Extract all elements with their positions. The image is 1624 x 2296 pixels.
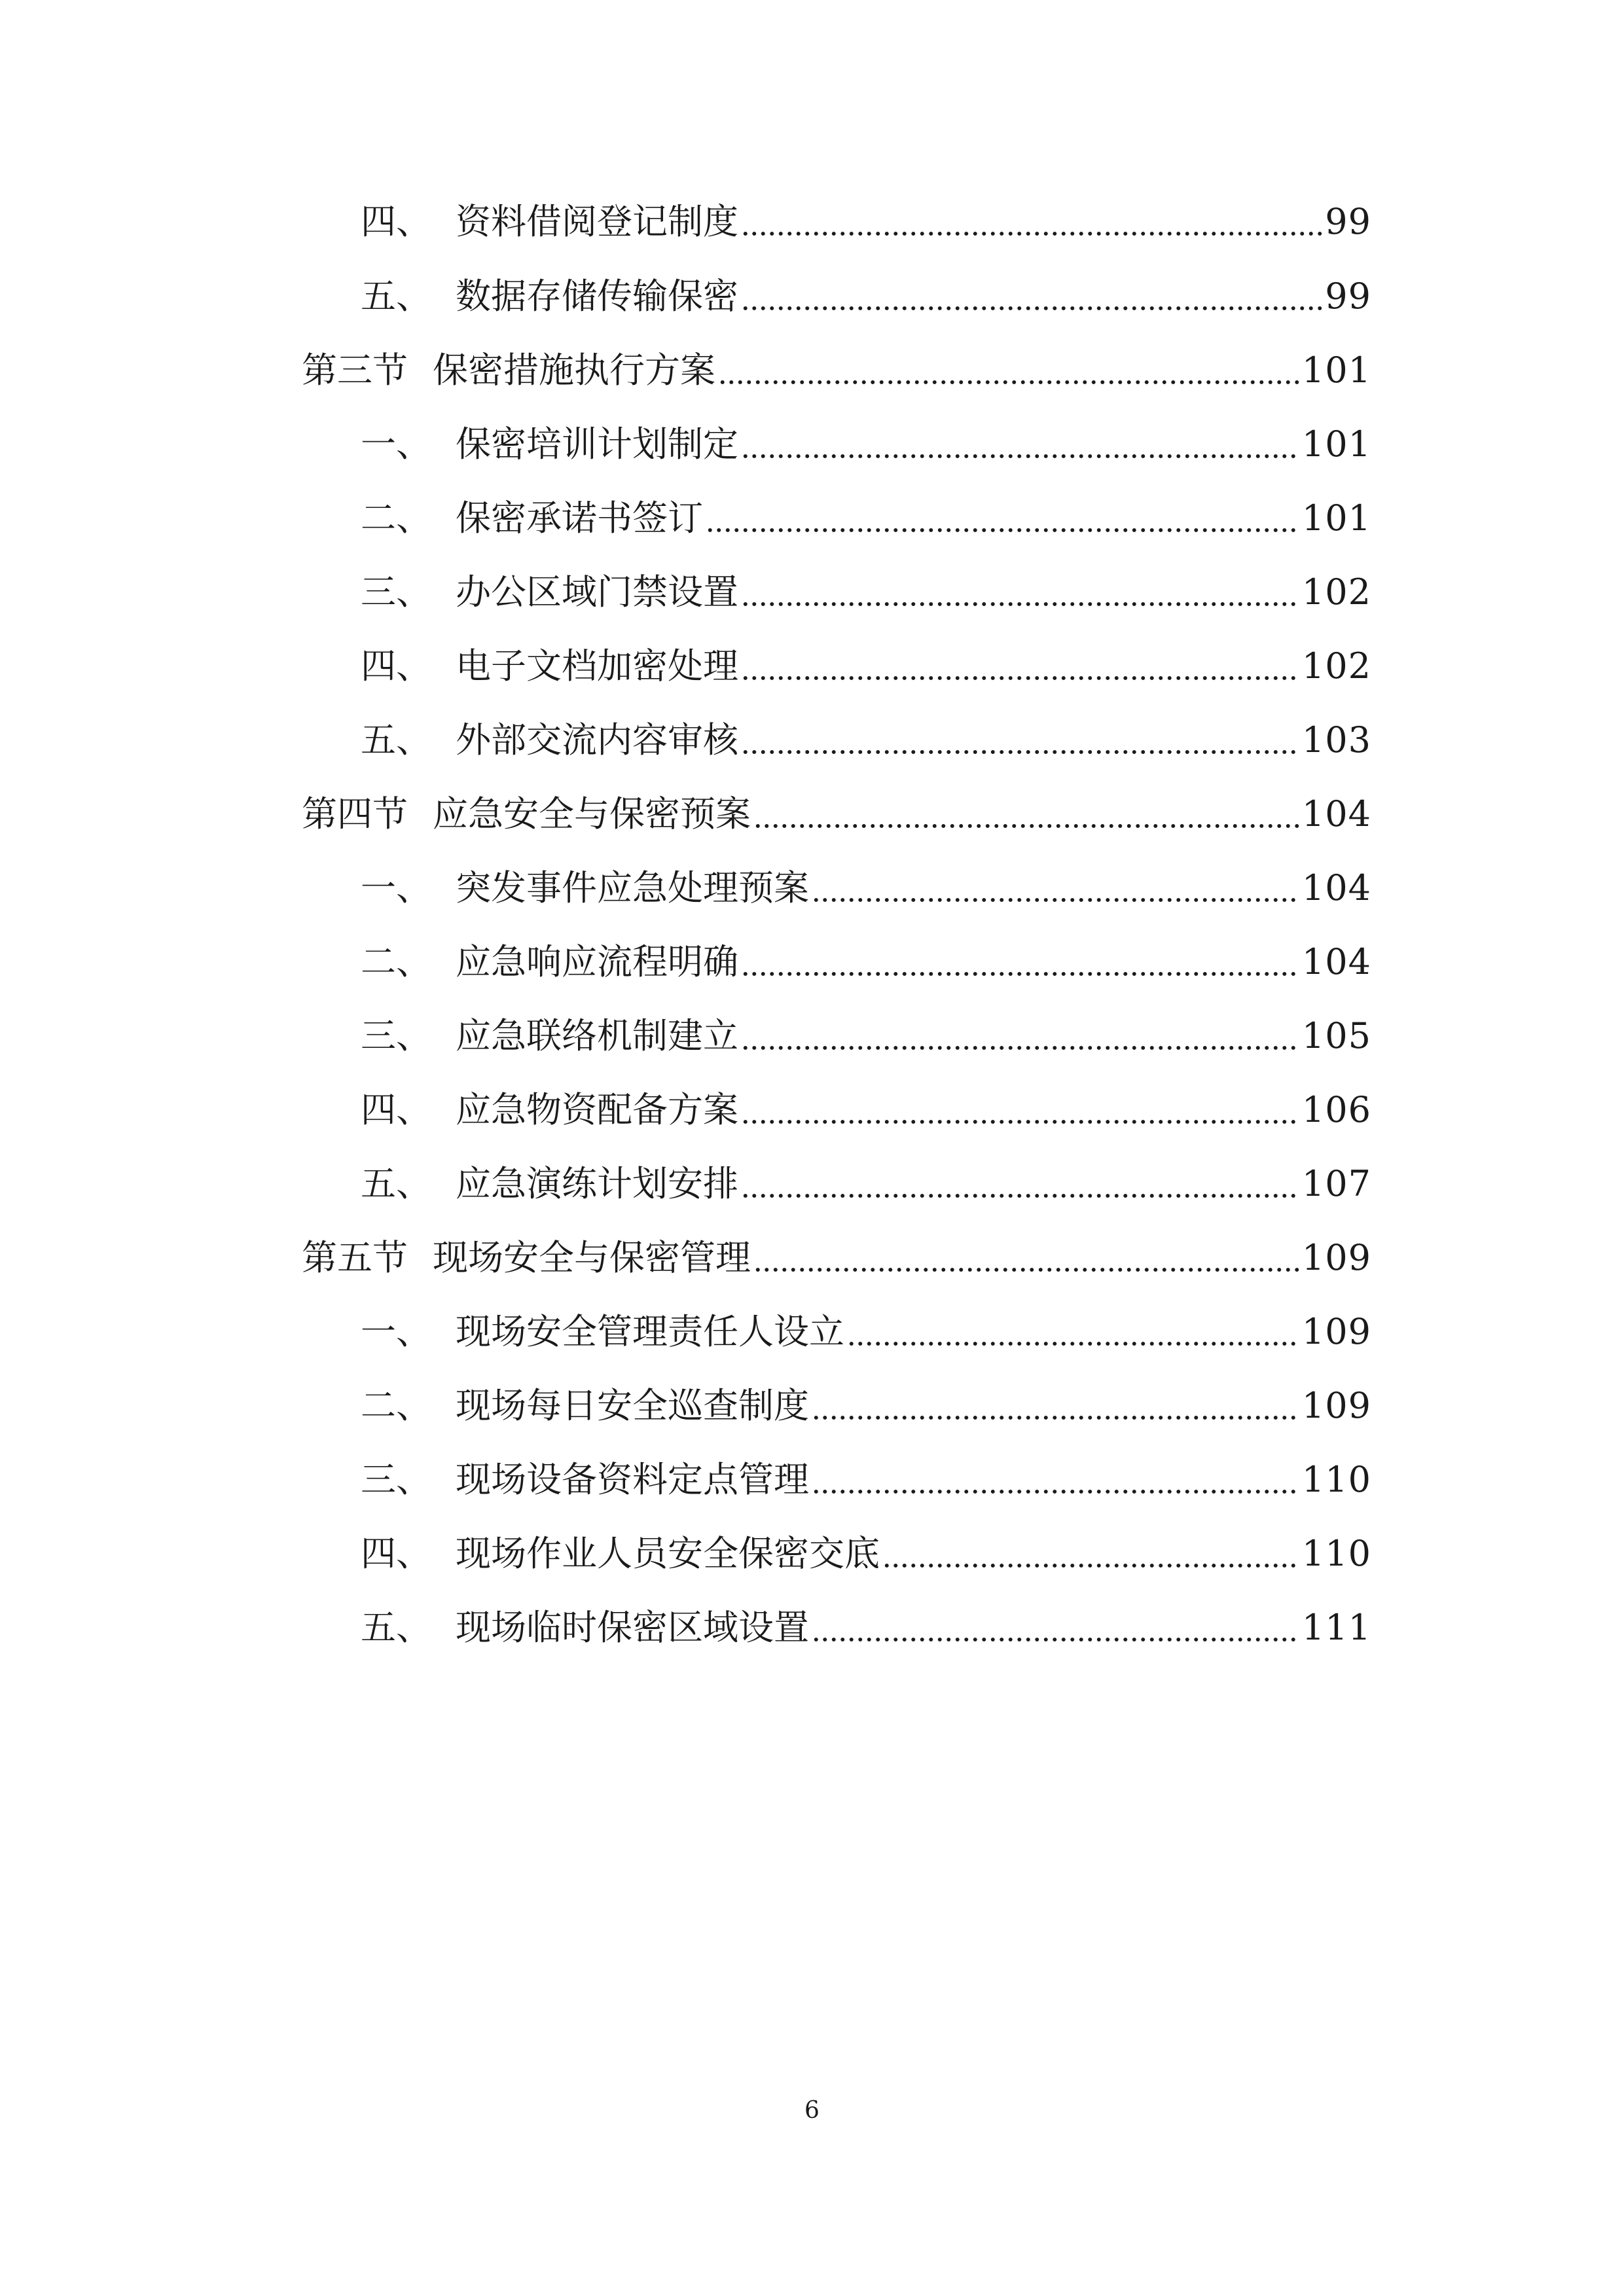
toc-entry-title: 电子文档加密处理 <box>456 645 738 687</box>
toc-entry-title: 保密承诺书签订 <box>456 497 703 539</box>
toc-entry-number: 五、 <box>361 1607 431 1648</box>
toc-entry-page: 104 <box>1301 941 1371 982</box>
toc-section-entry[interactable] <box>302 1225 1371 1291</box>
dot-leader <box>741 1018 1299 1054</box>
toc-entry[interactable] <box>361 708 1371 773</box>
page-number: 6 <box>804 2097 820 2124</box>
toc-entry-number: 五、 <box>361 276 431 317</box>
toc-entry-page: 104 <box>1301 867 1371 908</box>
toc-entry-title: 现场设备资料定点管理 <box>456 1459 809 1500</box>
toc-entry-title: 突发事件应急处理预案 <box>456 867 809 908</box>
toc-entry-page: 101 <box>1301 350 1371 391</box>
dot-leader <box>847 1314 1299 1350</box>
toc-entry-number: 三、 <box>361 571 431 613</box>
toc-entry-title: 保密培训计划制定 <box>456 423 738 465</box>
dot-leader <box>812 1388 1299 1424</box>
dot-leader <box>812 1610 1299 1645</box>
toc-entry-number: 五、 <box>361 719 431 761</box>
toc-entry-page: 101 <box>1301 497 1371 539</box>
toc-entry-title: 数据存储传输保密 <box>456 276 738 317</box>
toc-entry[interactable] <box>361 1373 1371 1439</box>
toc-entry-number: 四、 <box>361 1533 431 1574</box>
toc-section-entry[interactable] <box>302 338 1371 403</box>
toc-entry-number: 一、 <box>361 867 431 908</box>
toc-entry-title: 现场安全管理责任人设立 <box>456 1311 844 1352</box>
toc-entry-title: 现场临时保密区域设置 <box>456 1607 809 1648</box>
toc-entry[interactable] <box>361 1595 1371 1660</box>
dot-leader <box>741 944 1299 980</box>
toc-entry[interactable] <box>361 929 1371 995</box>
toc-entry-page: 110 <box>1301 1459 1371 1500</box>
toc-entry[interactable] <box>361 264 1371 329</box>
toc-entry-number: 四、 <box>361 1089 431 1130</box>
toc-section-number: 第三节 <box>302 350 408 391</box>
toc-entry-number: 四、 <box>361 645 431 687</box>
toc-section-entry[interactable] <box>302 781 1371 847</box>
toc-entry-title: 办公区域门禁设置 <box>456 571 738 613</box>
toc-entry[interactable] <box>361 1077 1371 1143</box>
toc-entry-number: 二、 <box>361 1385 431 1426</box>
toc-entry-page: 102 <box>1301 571 1371 613</box>
toc-entry-page: 102 <box>1301 645 1371 687</box>
toc-section-title: 应急安全与保密预案 <box>433 793 751 834</box>
toc-entry-page: 101 <box>1301 423 1371 465</box>
toc-entry-page: 110 <box>1301 1533 1371 1574</box>
toc-entry-number: 三、 <box>361 1015 431 1056</box>
dot-leader <box>741 1166 1299 1202</box>
toc-entry-title: 资料借阅登记制度 <box>456 201 738 242</box>
toc-entry[interactable] <box>361 855 1371 921</box>
toc-entry-page: 109 <box>1301 1385 1371 1426</box>
toc-entry-title: 应急联络机制建立 <box>456 1015 738 1056</box>
dot-leader <box>718 353 1299 388</box>
toc-entry-title: 现场作业人员安全保密交底 <box>456 1533 880 1574</box>
toc-section-number: 第四节 <box>302 793 408 834</box>
dot-leader <box>882 1536 1299 1571</box>
dot-leader <box>741 649 1299 684</box>
dot-leader <box>741 279 1322 314</box>
toc-entry-title: 应急响应流程明确 <box>456 941 738 982</box>
toc-entry-page: 109 <box>1301 1311 1371 1352</box>
toc-entry[interactable] <box>361 189 1371 255</box>
toc-entry[interactable] <box>361 1447 1371 1513</box>
toc-entry-number: 二、 <box>361 497 431 539</box>
toc-entry-number: 三、 <box>361 1459 431 1500</box>
toc-entry-page: 107 <box>1301 1163 1371 1204</box>
dot-leader <box>753 797 1299 832</box>
toc-entry-page: 99 <box>1325 201 1371 242</box>
toc-entry-title: 应急演练计划安排 <box>456 1163 738 1204</box>
toc-entry-page: 109 <box>1301 1237 1371 1278</box>
dot-leader <box>812 870 1299 906</box>
toc-entry-page: 111 <box>1301 1607 1371 1648</box>
toc-entry-page: 106 <box>1301 1089 1371 1130</box>
toc-entry-page: 104 <box>1301 793 1371 834</box>
toc-entry-page: 103 <box>1301 719 1371 761</box>
dot-leader <box>706 501 1299 536</box>
toc-entry-title: 应急物资配备方案 <box>456 1089 738 1130</box>
toc-section-number: 第五节 <box>302 1237 408 1278</box>
toc-section-title: 保密措施执行方案 <box>433 350 715 391</box>
toc-entry[interactable] <box>361 1521 1371 1587</box>
dot-leader <box>812 1462 1299 1498</box>
toc-entry-number: 四、 <box>361 201 431 242</box>
toc-entry-page: 99 <box>1325 276 1371 317</box>
toc-entry-number: 一、 <box>361 1311 431 1352</box>
toc-entry-number: 五、 <box>361 1163 431 1204</box>
toc-section-title: 现场安全与保密管理 <box>433 1237 751 1278</box>
toc-entry-title: 外部交流内容审核 <box>456 719 738 761</box>
dot-leader <box>741 1092 1299 1128</box>
toc-entry-number: 二、 <box>361 941 431 982</box>
dot-leader <box>741 575 1299 610</box>
toc-entry[interactable] <box>361 412 1371 477</box>
dot-leader <box>753 1240 1299 1276</box>
toc-entry[interactable] <box>361 486 1371 551</box>
toc-entry[interactable] <box>361 1003 1371 1069</box>
toc-entry[interactable] <box>361 634 1371 699</box>
dot-leader <box>741 204 1322 240</box>
toc-entry[interactable] <box>361 1299 1371 1365</box>
dot-leader <box>741 427 1299 462</box>
toc-entry-title: 现场每日安全巡查制度 <box>456 1385 809 1426</box>
toc-entry-page: 105 <box>1301 1015 1371 1056</box>
dot-leader <box>741 723 1299 758</box>
toc-entry[interactable] <box>361 1151 1371 1217</box>
toc-entry[interactable] <box>361 560 1371 625</box>
toc-entry-number: 一、 <box>361 423 431 465</box>
